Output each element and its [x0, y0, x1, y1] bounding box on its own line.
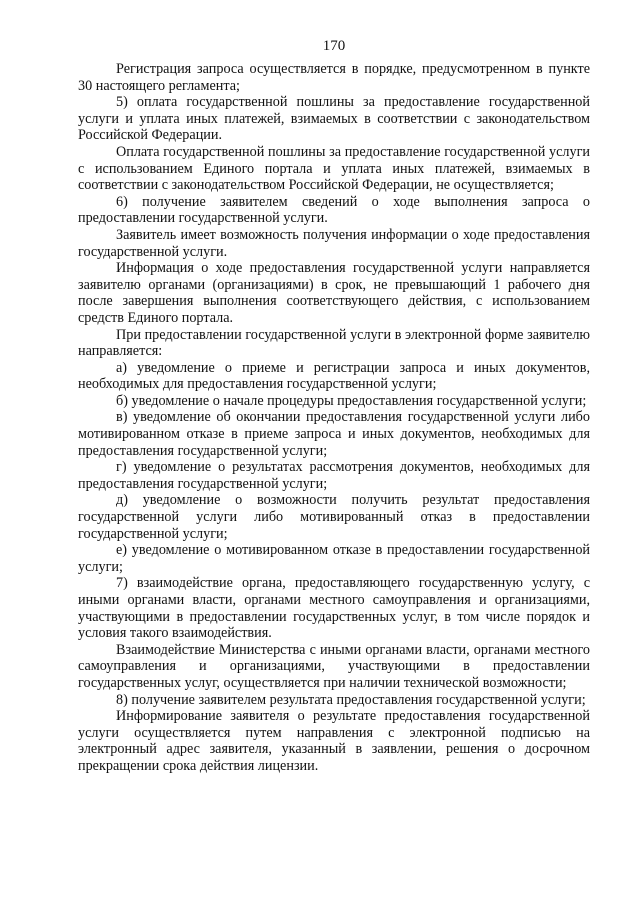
paragraph-notice-b: б) уведомление о начале процедуры предоставления государственной услуги;	[116, 392, 587, 409]
paragraph-ministry-interaction: Взаимодействие Министерства с иными органами власти, органами местного самоуправления и организациями, участвующими в предоставлении государственных услуг, осуществляется при наличии технической возможности;	[78, 641, 590, 691]
paragraph-item-6: 6) получение заявителем сведений о ходе выполнения запроса о предоставлении государственной услуги.	[78, 193, 590, 227]
page-number: 170	[322, 38, 346, 54]
paragraph-notice-d: д) уведомление о возможности получить результат предоставления государственной услуги либо мотивированный отказ в предоставлении государственной услуги;	[78, 492, 590, 542]
paragraph-registration: Регистрация запроса осуществляется в порядке, предусмотренном в пункте 30 настоящего регламента;	[78, 61, 590, 94]
paragraph-notice-v: в) уведомление об окончании предоставления государственной услуги либо мотивированном отказе в приеме запроса и иных документов, необходимых для предоставления государственной услуги;	[78, 409, 590, 459]
paragraph-notice-g: г) уведомление о результатах рассмотрения документов, необходимых для предоставления государственной услуги;	[78, 459, 590, 492]
paragraph-item-8: 8) получение заявителем результата предоставления государственной услуги;	[116, 691, 586, 708]
paragraph-item-7: 7) взаимодействие органа, предоставляющего государственную услугу, с иными органами власти, органами местного самоуправления и организациями, участвующими в предоставлении государственных услуг, в том числе порядок и условия такого взаимодействия.	[78, 575, 590, 642]
paragraph-applicant-info: Заявитель имеет возможность получения информации о ходе предоставления государственной услуги.	[78, 226, 590, 260]
document-body	[78, 61, 590, 775]
paragraph-progress-info: Информация о ходе предоставления государственной услуги направляется заявителю органами (организациями) в срок, не превышающий 1 рабочего дня после завершения выполнения соответствующего действия, с использованием средств Единого портала.	[78, 260, 590, 326]
paragraph-payment: Оплата государственной пошлины за предоставление государственной услуги с использованием Единого портала и уплата иных платежей, взимаемых в соответствии с законодательством Российской Федерации, не осуществляется;	[78, 143, 590, 194]
paragraph-notice-a: а) уведомление о приеме и регистрации запроса и иных документов, необходимых для предоставления государственной услуги;	[78, 359, 590, 393]
paragraph-electronic-form: При предоставлении государственной услуги в электронной форме заявителю направляется:	[78, 326, 590, 360]
paragraph-result-notification: Информирование заявителя о результате предоставления государственной услуги осуществляется путем направления с электронной подписью на электронный адрес заявителя, указанный в заявлении, решения о досрочном прекращении срока действия лицензии.	[78, 708, 590, 774]
paragraph-item-5: 5) оплата государственной пошлины за предоставление государственной услуги и уплата иных платежей, взимаемых в соответствии с законодательством Российской Федерации.	[78, 94, 590, 144]
paragraph-notice-e: е) уведомление о мотивированном отказе в предоставлении государственной услуги;	[78, 542, 590, 575]
